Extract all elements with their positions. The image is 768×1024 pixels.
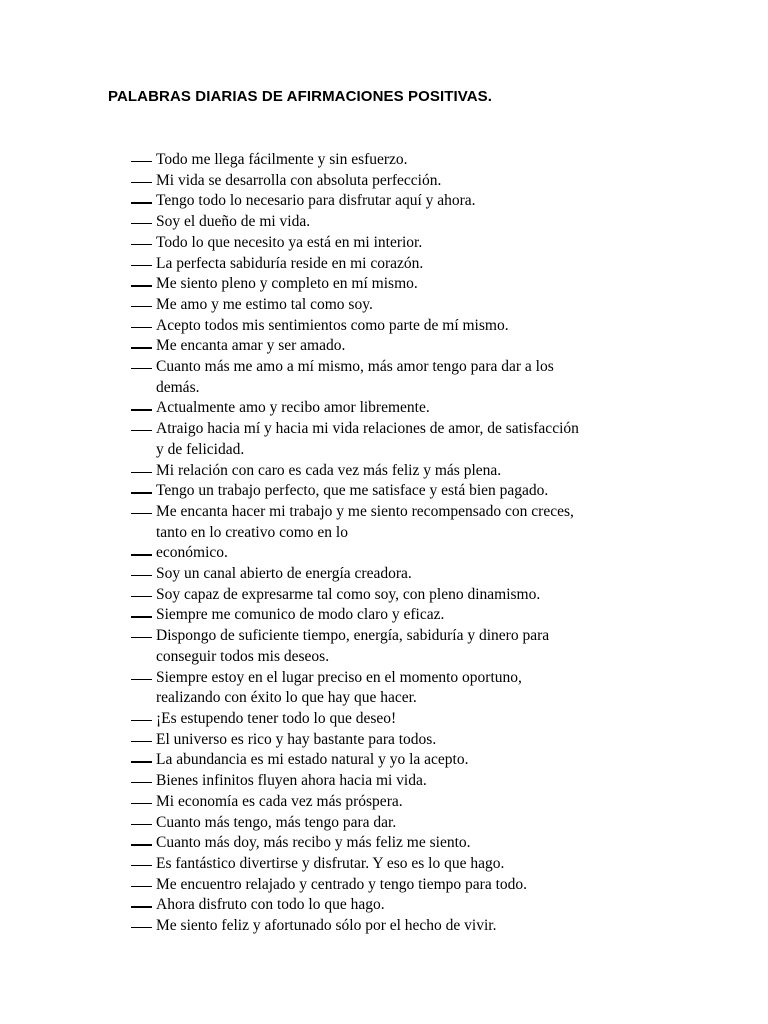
- affirmation-text: Acepto todos mis sentimientos como parte de mí mismo.: [156, 316, 509, 334]
- affirmation-text: Soy un canal abierto de energía creadora.: [156, 565, 412, 583]
- affirmation-text: Me encanta amar y ser amado.: [156, 337, 346, 355]
- affirmation-item: [130, 481, 690, 502]
- affirmation-item: [130, 813, 690, 834]
- affirmation-item: [130, 543, 690, 564]
- affirmation-item: [130, 771, 690, 792]
- affirmation-text: Cuanto más tengo, más tengo para dar.: [156, 813, 397, 831]
- affirmation-text: Me encanta hacer mi trabajo y me siento recompensado con creces,: [156, 502, 574, 520]
- affirmation-continuation: conseguir todos mis deseos.: [156, 647, 330, 665]
- affirmation-item: [130, 833, 690, 854]
- affirmation-item: [130, 419, 690, 460]
- affirmation-item: [130, 171, 690, 192]
- affirmation-item: [130, 212, 690, 233]
- affirmation-item: [130, 502, 690, 543]
- affirmation-text: Me siento pleno y completo en mí mismo.: [156, 275, 418, 293]
- affirmation-item: [130, 875, 690, 896]
- affirmation-text: Siempre me comunico de modo claro y eficaz.: [156, 606, 445, 624]
- affirmation-text: Mi vida se desarrolla con absoluta perfección.: [156, 171, 442, 189]
- affirmation-text: Cuanto más doy, más recibo y más feliz me siento.: [156, 834, 471, 852]
- affirmation-text: Soy capaz de expresarme tal como soy, con pleno dinamismo.: [156, 585, 541, 603]
- affirmation-text: Me encuentro relajado y centrado y tengo tiempo para todo.: [156, 875, 528, 893]
- affirmation-text: Siempre estoy en el lugar preciso en el momento oportuno,: [156, 668, 522, 686]
- affirmation-item: [130, 564, 690, 585]
- affirmation-continuation: demás.: [156, 378, 200, 396]
- affirmation-item: [130, 398, 690, 419]
- affirmation-text: Dispongo de suficiente tiempo, energía, sabiduría y dinero para: [156, 627, 550, 645]
- affirmation-text: Ahora disfruto con todo lo que hago.: [156, 896, 385, 914]
- affirmation-item: [130, 191, 690, 212]
- affirmation-text: Cuanto más me amo a mí mismo, más amor tengo para dar a los: [156, 358, 554, 376]
- affirmation-text: Tengo un trabajo perfecto, que me satisface y está bien pagado.: [156, 482, 549, 500]
- affirmation-text: Todo me llega fácilmente y sin esfuerzo.: [156, 151, 408, 168]
- affirmation-item: [130, 233, 690, 254]
- affirmation-text: Actualmente amo y recibo amor libremente.: [156, 399, 430, 417]
- affirmation-item: [130, 357, 690, 398]
- affirmation-item: [130, 709, 690, 730]
- affirmation-list: [130, 150, 690, 937]
- affirmation-item: [130, 316, 690, 337]
- affirmation-item: [130, 336, 690, 357]
- affirmation-continuation: tanto en lo creativo como en lo: [156, 523, 348, 541]
- affirmation-text: Mi relación con caro es cada vez más feliz y más plena.: [156, 461, 502, 479]
- affirmation-item: [130, 150, 690, 171]
- affirmation-item: [130, 792, 690, 813]
- affirmation-item: [130, 916, 690, 937]
- affirmation-item: [130, 854, 690, 875]
- affirmation-text: Mi economía es cada vez más próspera.: [156, 792, 403, 810]
- affirmation-item: [130, 750, 690, 771]
- affirmation-text: Me amo y me estimo tal como soy.: [156, 295, 373, 313]
- affirmation-text: La abundancia es mi estado natural y yo la acepto.: [156, 751, 469, 769]
- affirmation-text: Atraigo hacia mí y hacia mi vida relaciones de amor, de satisfacción: [156, 420, 579, 438]
- affirmation-item: [130, 461, 690, 482]
- affirmation-text: Bienes infinitos fluyen ahora hacia mi vida.: [156, 772, 427, 790]
- affirmation-text: Tengo todo lo necesario para disfrutar aquí y ahora.: [156, 192, 476, 210]
- affirmation-item: [130, 668, 690, 709]
- page-title: PALABRAS DIARIAS DE AFIRMACIONES POSITIVAS.: [108, 88, 493, 105]
- affirmation-item: [130, 626, 690, 667]
- affirmation-text: ¡Es estupendo tener todo lo que deseo!: [156, 709, 397, 727]
- affirmation-text: Soy el dueño de mi vida.: [156, 213, 311, 231]
- affirmation-item: [130, 895, 690, 916]
- affirmation-item: [130, 605, 690, 626]
- affirmation-item: [130, 585, 690, 606]
- affirmation-item: [130, 254, 690, 275]
- affirmation-text: El universo es rico y hay bastante para todos.: [156, 730, 437, 748]
- affirmation-continuation: realizando con éxito lo que hay que hacer.: [156, 689, 417, 707]
- affirmation-item: [130, 274, 690, 295]
- affirmation-text: Me siento feliz y afortunado sólo por el hecho de vivir.: [156, 917, 497, 935]
- affirmation-text: Es fantástico divertirse y disfrutar. Y eso es lo que hago.: [156, 854, 505, 872]
- affirmation-text: La perfecta sabiduría reside en mi corazón.: [156, 254, 424, 272]
- affirmation-continuation: y de felicidad.: [156, 440, 245, 458]
- affirmation-item: [130, 730, 690, 751]
- affirmation-text: económico.: [156, 544, 228, 562]
- affirmation-text: Todo lo que necesito ya está en mi interior.: [156, 233, 423, 251]
- affirmation-item: [130, 295, 690, 316]
